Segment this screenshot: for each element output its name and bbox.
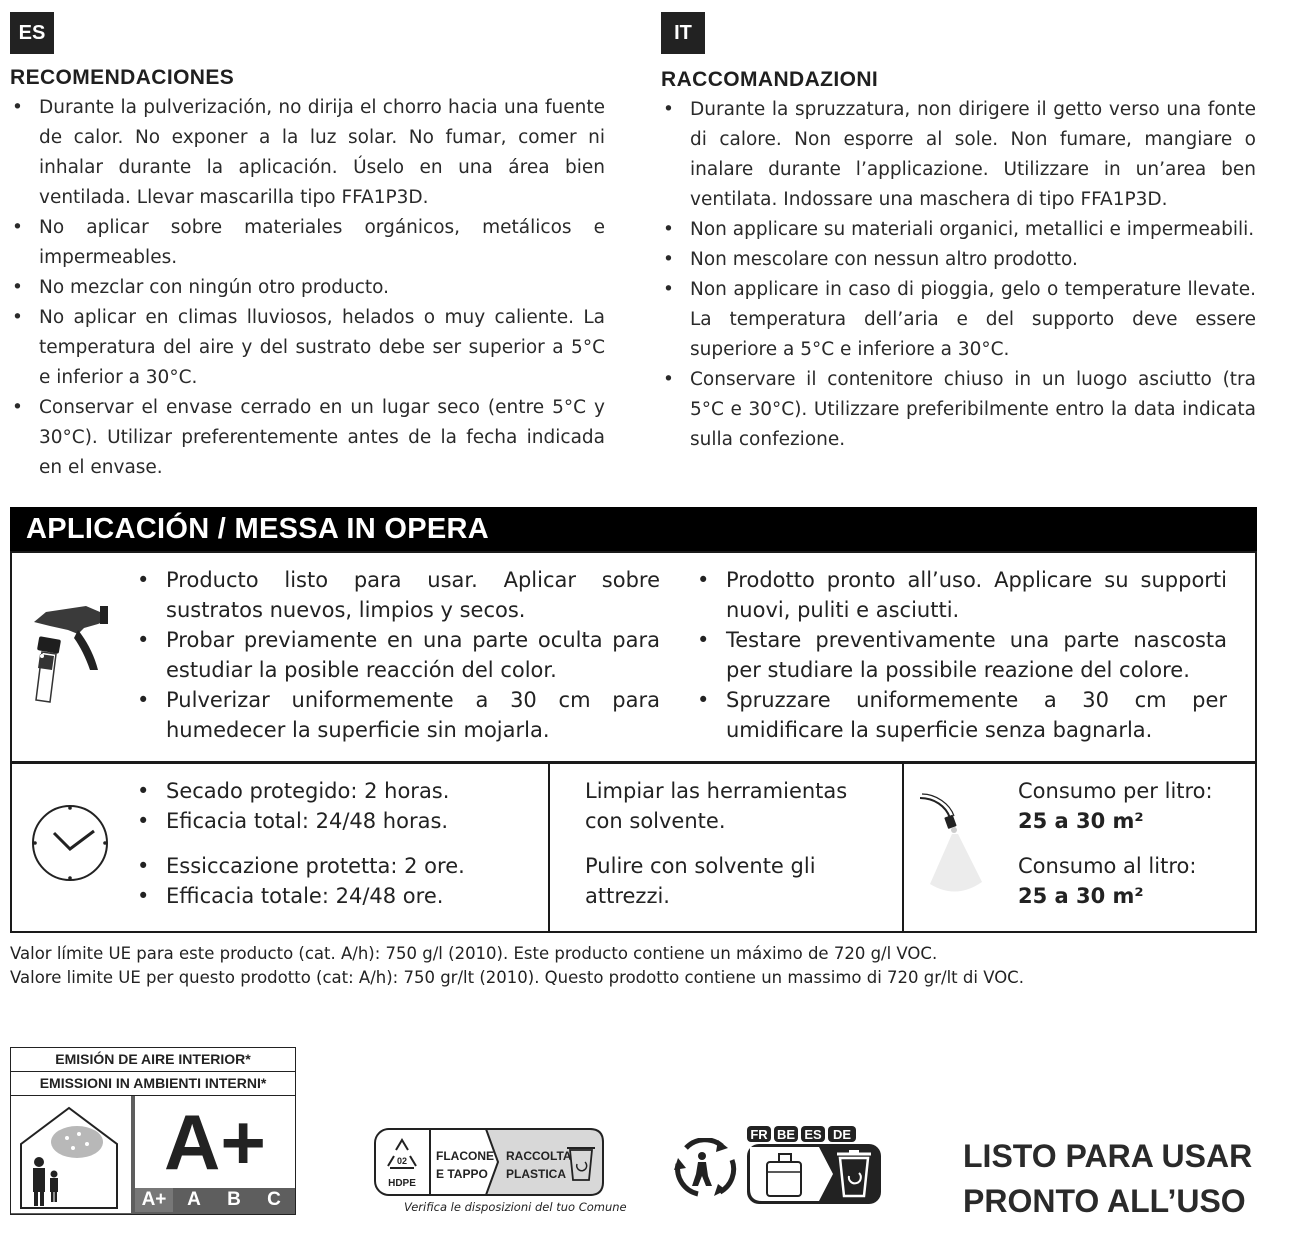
- grade-a-plus: A+: [135, 1188, 173, 1212]
- list-item: • Non applicare su materiali organici, metallici e impermeabili.: [661, 215, 1256, 245]
- country-be: BE: [776, 1127, 796, 1142]
- list-item: • Testare preventivamente una parte nascosta per studiare la possibile reazione del colore.: [697, 625, 1227, 685]
- emission-rating: A+: [135, 1096, 295, 1188]
- voc-notice-es: Valor límite UE para este producto (cat. A/h): 750 g/l (2010). Este producto contiene un máximo de 720 g/l VOC.: [10, 944, 938, 963]
- application-list-es: [137, 565, 660, 745]
- lang-badge-es: ES: [10, 12, 54, 54]
- spray-nozzle-icon: [918, 792, 994, 898]
- list-item: • Conservar el envase cerrado en un lugar seco (entre 5°C y 30°C). Utilizar preferentemente antes de la fecha indicada en el envase.: [10, 393, 605, 483]
- recycling-code: 02: [396, 1156, 408, 1166]
- recycling-note: Verifica le disposizioni del tuo Comune: [404, 1200, 627, 1214]
- list-item: • Spruzzare uniformemente a 30 cm per umidificare la superficie senza bagnarla.: [697, 685, 1227, 745]
- list-item: • Secado protegido: 2 horas.: [137, 776, 527, 806]
- application-list-it: [697, 565, 1227, 745]
- drying-list-it: [137, 851, 527, 911]
- list-item: • Essiccazione protetta: 2 ore.: [137, 851, 527, 881]
- ready-to-use-es: LISTO PARA USAR: [963, 1138, 1253, 1174]
- country-fr: FR: [750, 1127, 768, 1142]
- recycling-collect-1: RACCOLTA: [506, 1149, 572, 1163]
- emission-label: [10, 1047, 296, 1215]
- list-item: • Probar previamente en una parte oculta para estudiar la posible reacción del color.: [137, 625, 660, 685]
- country-es: ES: [804, 1127, 822, 1142]
- list-item: • Efficacia totale: 24/48 ore.: [137, 881, 527, 911]
- list-item: • No mezclar con ningún otro producto.: [10, 273, 605, 303]
- recycling-part-2: E TAPPO: [436, 1167, 488, 1181]
- ready-to-use-it: PRONTO ALL’USO: [963, 1183, 1246, 1219]
- list-item: • Conservare il contenitore chiuso in un luogo asciutto (tra 5°C e 30°C). Utilizzare preferibilmente entro la data indicata sulla confezione.: [661, 365, 1256, 455]
- cleaning-text-it: Pulire con solvente gli attrezzi.: [585, 854, 816, 908]
- lang-badge-it: IT: [661, 12, 705, 54]
- emission-label-it: EMISSIONI IN AMBIENTI INTERNI*: [10, 1071, 296, 1095]
- section-title-it: RACCOMANDAZIONI: [661, 68, 879, 91]
- house-icon: [11, 1096, 131, 1213]
- sorting-info-graphic: [745, 1124, 885, 1206]
- recycling-label: [374, 1128, 604, 1196]
- consumption-label-1: Consumo per litro:: [1018, 779, 1213, 803]
- cleaning-text-es: Limpiar las herramientas con solvente.: [585, 779, 848, 833]
- drying-list-es: [137, 776, 527, 836]
- consumption-label-2: Consumo al litro:: [1018, 854, 1197, 878]
- consumption-value-1: 25 a 30 m²: [1018, 809, 1144, 833]
- grade-b: B: [227, 1189, 241, 1210]
- emission-rating-panel: [10, 1095, 296, 1215]
- triman-icon: [672, 1138, 742, 1200]
- recycling-label-graphic: [374, 1128, 604, 1196]
- list-item: • Producto listo para usar. Aplicar sobre sustratos nuevos, limpios y secos.: [137, 565, 660, 625]
- recommendations-list-es: [10, 93, 605, 483]
- recycling-part-1: FLACONE: [436, 1149, 494, 1163]
- list-item: • Durante la spruzzatura, non dirigere il getto verso una fonte di calore. Non esporre al sole. Non fumare, mangiare o inalare durante l’applicazione. Utilizzare in un’area ben ventilata. Indossare una maschera di tipo FFA1P3D.: [661, 95, 1256, 215]
- list-item: • Non applicare in caso di pioggia, gelo o temperature llevate. La temperatura dell’aria e del supporto deve essere superiore a 5°C e inferiore a 30°C.: [661, 275, 1256, 365]
- emission-label-es: EMISIÓN DE AIRE INTERIOR*: [10, 1047, 296, 1071]
- list-item: • Eficacia total: 24/48 horas.: [137, 806, 527, 836]
- list-item: • Non mescolare con nessun altro prodotto.: [661, 245, 1256, 275]
- consumption-value-2: 25 a 30 m²: [1018, 884, 1144, 908]
- grade-c: C: [267, 1189, 281, 1210]
- section-title-es: RECOMENDACIONES: [10, 66, 235, 89]
- recycling-material: HDPE: [388, 1178, 416, 1189]
- list-item: • No aplicar en climas lluviosos, helados o muy caliente. La temperatura del aire y del sustrato debe ser superior a 5°C e inferior a 30°C.: [10, 303, 605, 393]
- recycling-collect-2: PLASTICA: [506, 1167, 566, 1181]
- list-item: • Prodotto pronto all’uso. Applicare su supporti nuovi, puliti e asciutti.: [697, 565, 1227, 625]
- application-header: APLICACIÓN / MESSA IN OPERA: [10, 507, 1257, 551]
- country-de: DE: [832, 1127, 852, 1142]
- clock-icon: [30, 803, 110, 883]
- recommendations-list-it: [661, 95, 1256, 455]
- list-item: • Durante la pulverización, no dirija el chorro hacia una fuente de calor. No exponer a la luz solar. No fumar, comer ni inhalar durante la aplicación. Úselo en una área bien ventilada. Llevar mascarilla tipo FFA1P3D.: [10, 93, 605, 213]
- list-item: • No aplicar sobre materiales orgánicos, metálicos e impermeables.: [10, 213, 605, 273]
- spray-trigger-icon: [28, 598, 112, 706]
- grade-a: A: [187, 1189, 201, 1210]
- list-item: • Pulverizar uniformemente a 30 cm para humedecer la superficie sin mojarla.: [137, 685, 660, 745]
- voc-notice-it: Valore limite UE per questo prodotto (cat: A/h): 750 gr/lt (2010). Questo prodotto contiene un massimo di 720 gr/lt di VOC.: [10, 968, 1024, 987]
